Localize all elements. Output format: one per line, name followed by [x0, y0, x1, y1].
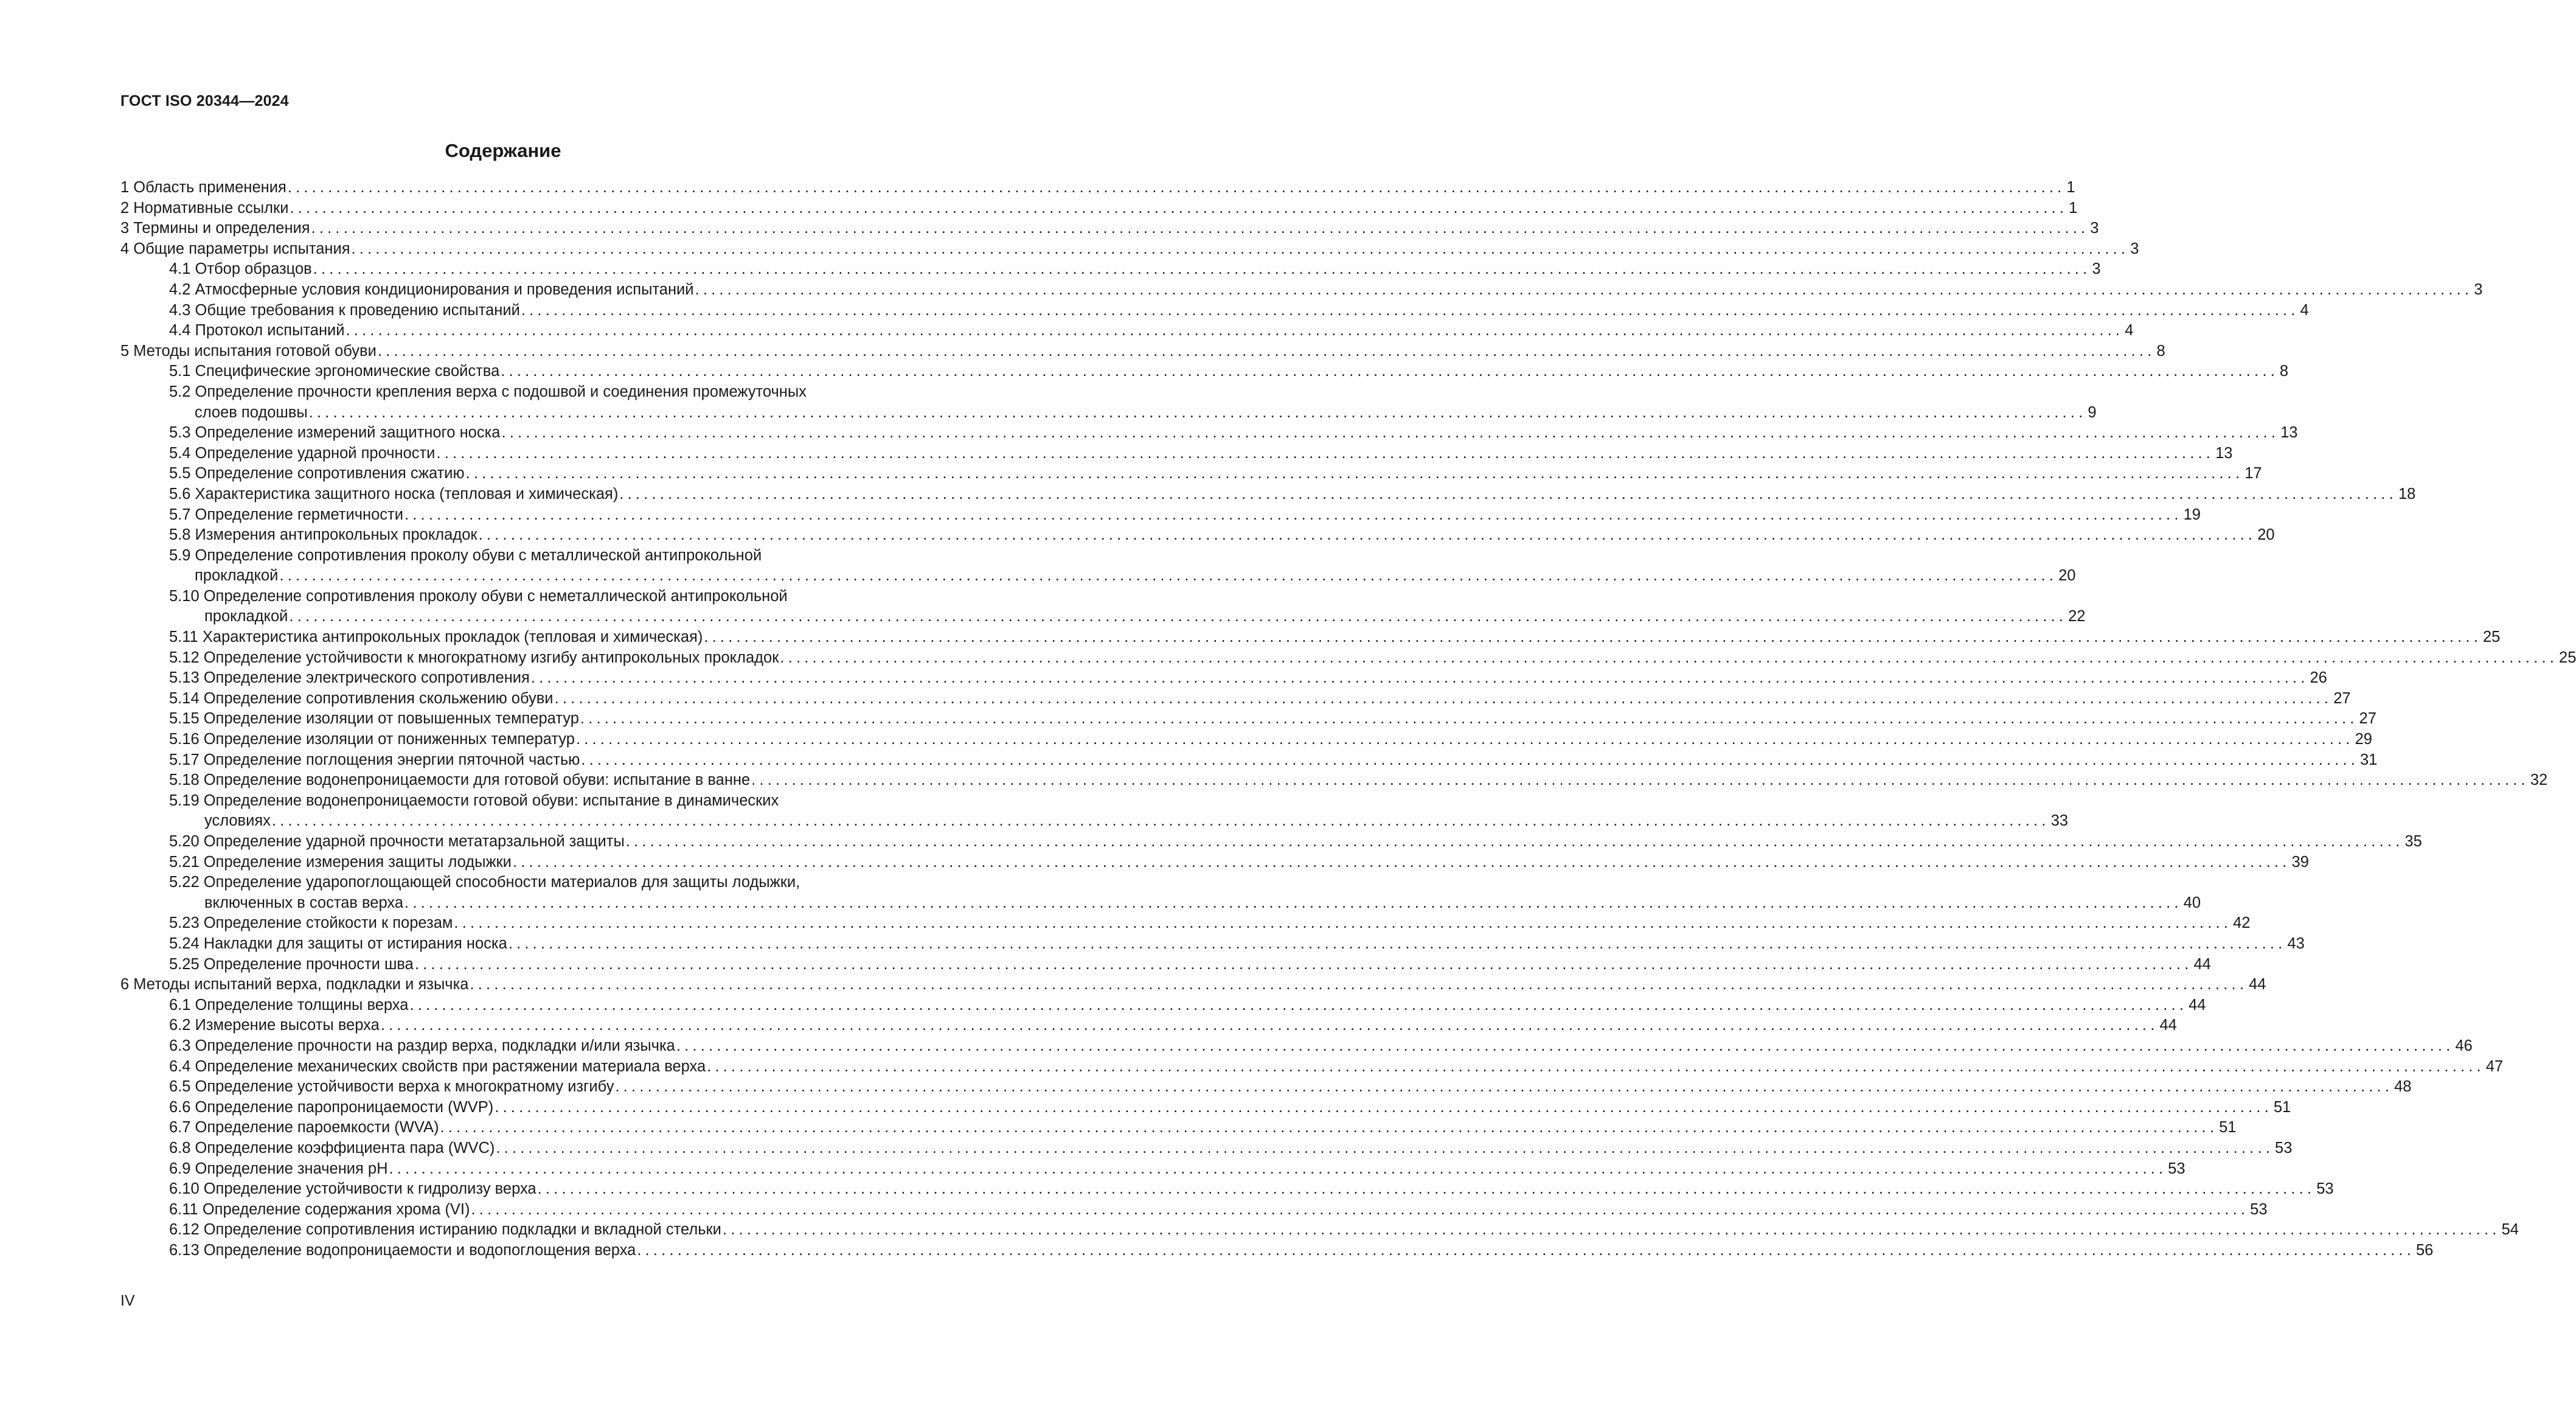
toc-entry: [120, 198, 2078, 219]
toc-page-number: 4: [2300, 301, 2309, 319]
toc-leader-dots: ............................................................................................................................................................................................................................: [471, 1200, 2249, 1218]
toc-leader-dots: ............................................................................................................................................................................................................................: [501, 424, 2280, 442]
toc-page-number: 19: [2183, 506, 2201, 523]
toc-entry-title: 6 Методы испытаний верха, подкладки и язычка: [120, 976, 469, 993]
toc-entry: [120, 341, 2165, 362]
toc-page-number: 29: [2355, 731, 2372, 748]
toc-page-number: 53: [2275, 1139, 2293, 1157]
toc-leader-dots: ............................................................................................................................................................................................................................: [554, 689, 2333, 707]
toc-leader-dots: ............................................................................................................................................................................................................................: [380, 1017, 2159, 1034]
toc-entry: [120, 1057, 2504, 1077]
toc-page-number: 8: [2156, 342, 2165, 360]
toc-leader-dots: ............................................................................................................................................................................................................................: [581, 751, 2359, 768]
page-number: IV: [120, 1292, 135, 1309]
toc-entry: [120, 1220, 2519, 1240]
toc-leader-dots: ............................................................................................................................................................................................................................: [625, 833, 2404, 850]
toc-page-number: 43: [2287, 934, 2305, 952]
toc-page-number: 53: [2316, 1180, 2334, 1198]
toc-entry-title: слоев подошвы: [195, 403, 308, 421]
toc-entry-title: 4.2 Атмосферные условия кондиционирования и проведения испытаний: [169, 280, 694, 298]
toc-entry: [120, 382, 931, 403]
toc-leader-dots: ............................................................................................................................................................................................................................: [722, 1221, 2501, 1239]
toc-entry: [120, 1200, 2268, 1220]
toc-entry: [120, 484, 2416, 505]
toc-entry-title: 5.5 Определение сопротивления сжатию: [169, 465, 465, 482]
toc-leader-dots: ............................................................................................................................................................................................................................: [470, 976, 2248, 993]
toc-entry: [120, 934, 2305, 955]
toc-entry-title: 6.3 Определение прочности на раздир верха, подкладки и/или язычка: [169, 1037, 675, 1054]
toc-entry-title: 5.10 Определение сопротивления проколу обуви с неметаллической антипрокольной: [169, 587, 788, 605]
toc-entry-title: включенных в состав верха: [204, 894, 404, 911]
toc-entry: [120, 444, 2233, 464]
toc-entry-title: 5.3 Определение измерений защитного носка: [169, 424, 501, 442]
toc-leader-dots: ............................................................................................................................................................................................................................: [271, 812, 2050, 830]
toc-entry: [120, 361, 2289, 382]
toc-page-number: 46: [2455, 1037, 2473, 1054]
toc-page-number: 22: [2068, 608, 2086, 625]
toc-leader-dots: ............................................................................................................................................................................................................................: [436, 444, 2215, 462]
toc-entry-title: прокладкой: [204, 608, 288, 625]
toc-leader-dots: ............................................................................................................................................................................................................................: [409, 996, 2188, 1014]
toc-page-number: 44: [2189, 996, 2206, 1014]
toc-entry: [120, 872, 931, 893]
toc-leader-dots: ............................................................................................................................................................................................................................: [521, 301, 2299, 319]
toc-entry-title: 5.8 Измерения антипрокольных прокладок: [169, 526, 477, 544]
toc-page-number: 51: [2219, 1119, 2237, 1136]
toc-leader-dots: ............................................................................................................................................................................................................................: [695, 280, 2473, 298]
toc-leader-dots: ............................................................................................................................................................................................................................: [615, 1078, 2394, 1096]
toc-entry: [120, 301, 2309, 321]
toc-entry-title: 2 Нормативные ссылки: [120, 199, 289, 217]
toc-page-number: 20: [2257, 526, 2275, 544]
toc-leader-dots: ............................................................................................................................................................................................................................: [311, 220, 2089, 237]
toc-entry-title: 5.6 Характеристика защитного носка (тепловая и химическая): [169, 485, 619, 503]
toc-entry-title: 5.17 Определение поглощения энергии пяточной частью: [169, 751, 580, 768]
toc-page-number: 44: [2249, 976, 2266, 993]
toc-entry-title: 6.7 Определение пароемкости (WVA): [169, 1119, 439, 1136]
toc-page-number: 3: [2092, 260, 2101, 278]
toc-entry-continuation: [120, 403, 2097, 423]
toc-leader-dots: ............................................................................................................................................................................................................................: [377, 342, 2156, 360]
toc-leader-dots: ............................................................................................................................................................................................................................: [508, 934, 2286, 952]
toc-entry: [120, 709, 2376, 729]
toc-leader-dots: ............................................................................................................................................................................................................................: [501, 363, 2279, 380]
toc-entry-title: 4.4 Протокол испытаний: [169, 322, 345, 339]
toc-leader-dots: ............................................................................................................................................................................................................................: [537, 1180, 2316, 1198]
toc-page-number: 33: [2050, 812, 2068, 830]
toc-entry-title: 6.11 Определение содержания хрома (VI): [169, 1200, 470, 1218]
toc-page-number: 53: [2168, 1160, 2185, 1177]
toc-entry-title: 5.16 Определение изоляции от пониженных температур: [169, 731, 575, 748]
toc-entry: [120, 1179, 2334, 1200]
toc-entry: [120, 178, 2075, 198]
toc-page-number: 9: [2088, 403, 2097, 421]
toc-leader-dots: ............................................................................................................................................................................................................................: [637, 1241, 2415, 1259]
toc-entry-title: 5.7 Определение герметичности: [169, 506, 403, 523]
toc-entry-continuation: [120, 811, 2068, 832]
toc-entry: [120, 1036, 2473, 1057]
toc-page-number: 25: [2559, 649, 2576, 666]
toc-entry-title: 6.10 Определение устойчивости к гидролизу верха: [169, 1180, 536, 1198]
toc-entry: [120, 1077, 2412, 1098]
toc-page-number: 44: [2159, 1017, 2177, 1034]
toc-entry: [120, 464, 2262, 484]
toc-entry-title: 1 Область применения: [120, 179, 286, 196]
toc-leader-dots: ............................................................................................................................................................................................................................: [440, 1119, 2218, 1136]
toc-entry: [120, 586, 931, 607]
toc-entry-title: прокладкой: [195, 567, 279, 585]
toc-page-number: 8: [2279, 363, 2289, 380]
toc-leader-dots: ............................................................................................................................................................................................................................: [279, 567, 2058, 585]
toc-page-number: 3: [2130, 240, 2139, 257]
toc-leader-dots: ............................................................................................................................................................................................................................: [495, 1098, 2272, 1116]
toc-leader-dots: ............................................................................................................................................................................................................................: [414, 955, 2193, 973]
toc-entry: [120, 770, 2548, 791]
toc-entry-title: 5.22 Определение ударопоглощающей способности материалов для защиты лодыжки,: [169, 874, 800, 891]
toc-leader-dots: ............................................................................................................................................................................................................................: [707, 1057, 2485, 1075]
toc-entry: [120, 1159, 2185, 1180]
toc-entry: [120, 259, 2101, 280]
toc-page-number: 3: [2090, 220, 2099, 237]
toc-leader-dots: ............................................................................................................................................................................................................................: [345, 322, 2124, 339]
toc-leader-dots: ............................................................................................................................................................................................................................: [619, 485, 2397, 503]
toc-page-number: 54: [2501, 1221, 2519, 1239]
toc-leader-dots: ............................................................................................................................................................................................................................: [530, 669, 2309, 687]
toc-entry-title: 4 Общие параметры испытания: [120, 240, 350, 257]
toc-entry: [120, 750, 2378, 771]
toc-page-number: 56: [2415, 1241, 2434, 1259]
toc-entry-title: 5.13 Определение электрического сопротивления: [169, 669, 530, 687]
toc-leader-dots: ............................................................................................................................................................................................................................: [465, 465, 2244, 482]
toc-leader-dots: ............................................................................................................................................................................................................................: [780, 649, 2558, 666]
toc-leader-dots: ............................................................................................................................................................................................................................: [704, 628, 2482, 646]
toc-entry: [120, 689, 2351, 709]
toc-entry-title: 6.1 Определение толщины верха: [169, 996, 409, 1014]
toc-entry: [120, 1138, 2293, 1159]
toc-page-number: 35: [2404, 833, 2422, 850]
toc-page-number: 17: [2244, 465, 2262, 482]
toc-entry: [120, 648, 2576, 669]
toc-entry-title: 6.6 Определение паропроницаемости (WVP): [169, 1098, 494, 1116]
toc-entry-title: 5.2 Определение прочности крепления верха с подошвой и соединения промежуточных: [169, 383, 807, 400]
toc-leader-dots: ............................................................................................................................................................................................................................: [290, 199, 2068, 217]
toc-entry-title: 5.11 Характеристика антипрокольных прокладок (тепловая и химическая): [169, 628, 703, 646]
toc-page-number: 27: [2333, 689, 2351, 707]
toc-entry-title: 6.8 Определение коэффициента пара (WVC): [169, 1139, 495, 1157]
toc-leader-dots: ............................................................................................................................................................................................................................: [308, 403, 2087, 421]
toc-entry: [120, 505, 2201, 526]
toc-leader-dots: ............................................................................................................................................................................................................................: [478, 526, 2257, 544]
toc-entry: [120, 525, 2275, 546]
toc-page-number: 13: [2215, 444, 2233, 462]
toc-entry: [120, 668, 2327, 689]
toc-page-number: 31: [2360, 751, 2378, 768]
toc-entry-continuation: [120, 607, 2086, 627]
toc-entry-continuation: [120, 566, 2076, 586]
toc-entry-title: 5.4 Определение ударной прочности: [169, 444, 436, 462]
toc-page-number: 25: [2483, 628, 2501, 646]
table-of-contents: [120, 178, 2576, 1261]
toc-entry: [120, 955, 2211, 975]
toc-entry-title: 5.24 Накладки для защиты от истирания носка: [169, 934, 507, 952]
toc-entry-title: 5.15 Определение изоляции от повышенных температур: [169, 710, 579, 728]
toc-leader-dots: ............................................................................................................................................................................................................................: [575, 731, 2354, 748]
toc-leader-dots: ............................................................................................................................................................................................................................: [287, 179, 2066, 196]
toc-leader-dots: ............................................................................................................................................................................................................................: [751, 771, 2529, 789]
toc-entry: [120, 321, 2134, 341]
toc-leader-dots: ............................................................................................................................................................................................................................: [289, 608, 2067, 625]
toc-entry-title: 5.21 Определение измерения защиты лодыжки: [169, 853, 512, 871]
toc-entry: [120, 975, 2266, 995]
toc-entry-title: 4.3 Общие требования к проведению испытаний: [169, 301, 520, 319]
toc-page-number: 47: [2485, 1057, 2504, 1075]
toc-entry-title: 5.12 Определение устойчивости к многократному изгибу антипрокольных прокладок: [169, 649, 779, 666]
toc-entry-continuation: [120, 893, 2201, 914]
toc-page-number: 40: [2183, 894, 2201, 911]
toc-page-number: 48: [2394, 1078, 2412, 1096]
toc-entry: [120, 1015, 2177, 1036]
toc-entry: [120, 1118, 2237, 1138]
toc-leader-dots: ............................................................................................................................................................................................................................: [454, 914, 2232, 932]
toc-entry-title: 5.23 Определение стойкости к порезам: [169, 914, 453, 932]
toc-entry: [120, 729, 2372, 750]
toc-leader-dots: ............................................................................................................................................................................................................................: [496, 1139, 2274, 1157]
toc-entry: [120, 852, 2309, 873]
toc-leader-dots: ............................................................................................................................................................................................................................: [512, 853, 2291, 871]
toc-entry-title: 5 Методы испытания готовой обуви: [120, 342, 377, 360]
toc-page-number: 27: [2359, 710, 2376, 728]
toc-entry: [120, 546, 931, 566]
toc-page-number: 1: [2066, 179, 2075, 196]
toc-entry: [120, 239, 2139, 260]
toc-entry-title: 5.1 Специфические эргономические свойства: [169, 363, 500, 380]
toc-page-number: 4: [2125, 322, 2134, 339]
toc-entry-title: 5.18 Определение водонепроницаемости для готовой обуви: испытание в ванне: [169, 771, 751, 789]
toc-entry-title: 4.1 Отбор образцов: [169, 260, 312, 278]
toc-leader-dots: ............................................................................................................................................................................................................................: [389, 1160, 2167, 1177]
toc-entry: [120, 832, 2422, 852]
toc-leader-dots: ............................................................................................................................................................................................................................: [404, 506, 2182, 523]
toc-entry-title: 3 Термины и определения: [120, 220, 310, 237]
toc-page-number: 18: [2398, 485, 2416, 503]
toc-page-number: 26: [2310, 669, 2327, 687]
toc-page-number: 53: [2250, 1200, 2268, 1218]
toc-entry-title: 5.20 Определение ударной прочности метатарзальной защиты: [169, 833, 625, 850]
toc-entry-title: 6.4 Определение механических свойств при растяжении материала верха: [169, 1057, 706, 1075]
toc-entry-title: 5.14 Определение сопротивления скольжению обуви: [169, 689, 554, 707]
toc-page-number: 3: [2474, 280, 2483, 298]
toc-entry: [120, 1240, 2434, 1261]
toc-entry-title: 5.9 Определение сопротивления проколу обуви с металлической антипрокольной: [169, 546, 762, 564]
toc-page-number: 51: [2273, 1098, 2291, 1116]
toc-entry: [120, 1098, 2291, 1118]
toc-entry-title: 6.12 Определение сопротивления истиранию подкладки и вкладной стельки: [169, 1221, 721, 1239]
toc-leader-dots: ............................................................................................................................................................................................................................: [313, 260, 2091, 278]
toc-page-number: 1: [2069, 199, 2078, 217]
toc-entry-title: 6.5 Определение устойчивости верха к многократному изгибу: [169, 1078, 614, 1096]
toc-leader-dots: ............................................................................................................................................................................................................................: [351, 240, 2130, 257]
toc-leader-dots: ............................................................................................................................................................................................................................: [580, 710, 2358, 728]
toc-entry: [120, 995, 2206, 1016]
toc-entry-title: 5.25 Определение прочности шва: [169, 955, 414, 973]
toc-entry-title: 6.9 Определение значения pH: [169, 1160, 388, 1177]
toc-leader-dots: ............................................................................................................................................................................................................................: [404, 894, 2182, 911]
toc-entry: [120, 791, 931, 812]
toc-page-number: 42: [2233, 914, 2251, 932]
toc-entry: [120, 627, 2501, 648]
toc-entry: [120, 913, 2251, 934]
toc-entry-title: 6.13 Определение водопроницаемости и водопоглощения верха: [169, 1241, 636, 1259]
toc-entry-title: 5.19 Определение водонепроницаемости готовой обуви: испытание в динамических: [169, 792, 779, 809]
page-title: Содержание: [445, 140, 561, 161]
toc-entry-title: условиях: [204, 812, 271, 830]
toc-page-number: 20: [2058, 567, 2076, 585]
toc-entry: [120, 218, 2099, 239]
toc-entry: [120, 423, 2298, 444]
toc-entry: [120, 280, 2483, 301]
toc-page-number: 39: [2291, 853, 2309, 871]
toc-page-number: 32: [2530, 771, 2548, 789]
toc-entry-title: 6.2 Измерение высоты верха: [169, 1017, 380, 1034]
toc-leader-dots: ............................................................................................................................................................................................................................: [676, 1037, 2454, 1054]
document-code-header: ГОСТ ISO 20344—2024: [120, 92, 289, 110]
toc-page-number: 44: [2193, 955, 2211, 973]
toc-page-number: 13: [2280, 424, 2298, 442]
